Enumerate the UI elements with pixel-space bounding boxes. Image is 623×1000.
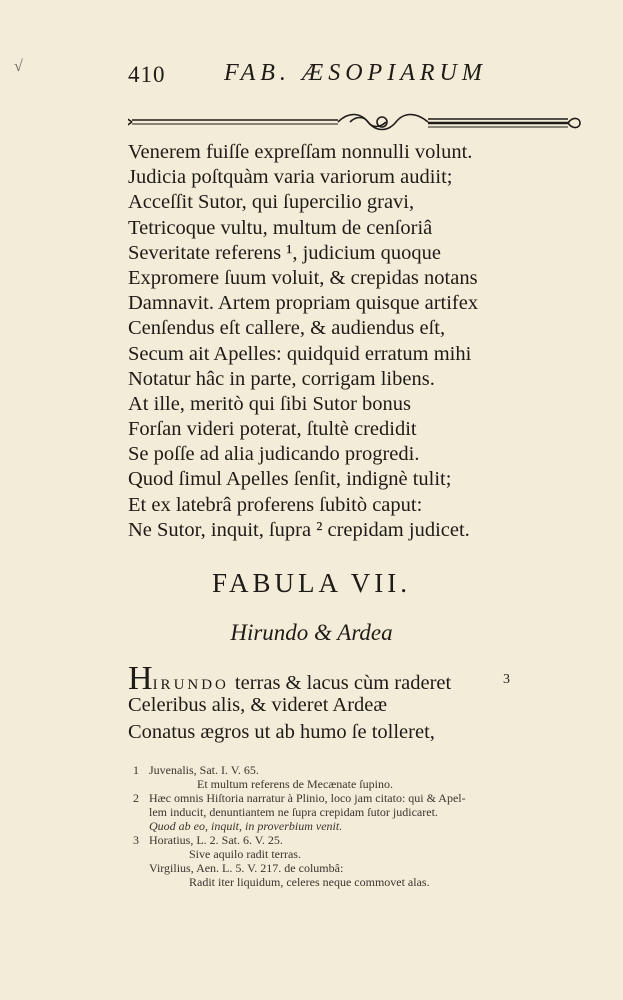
footnote-number: 3 [133, 833, 139, 847]
verse-line: Acceſſit Sutor, qui ſupercilio gravi, [128, 191, 415, 214]
margin-mark: √ [14, 58, 23, 75]
verse-line: At ille, meritò qui ſibi Sutor bonus [128, 392, 412, 415]
verse-line: Se poſſe ad alia judicando progredi. [128, 443, 420, 466]
fable-first-line [128, 660, 568, 697]
footnote-text: Et multum referens de Mecænate ſupino. [197, 777, 393, 791]
footnotes-block [133, 763, 603, 889]
verse-line: Conatus ægros ut ab humo ſe tolleret, [128, 721, 435, 743]
footnote-number: 2 [133, 791, 139, 805]
verse-line: Venerem fuiſſe expreſſam nonnulli volunt. [128, 141, 473, 163]
verse-line: Celeribus alis, & videret Ardeæ [128, 694, 388, 716]
page-number: 410 [128, 62, 166, 87]
footnote-line [133, 847, 603, 861]
verse-line: Expromere ſuum voluit, & crepidas notans [128, 266, 478, 289]
footnote-line [133, 763, 603, 777]
footnote-text: Hæc omnis Hiſtoria narratur à Plinio, loco jam citato: qui & Apel- [149, 791, 466, 805]
verse-line: Ne Sutor, inquit, ſupra ² crepidam judicet. [128, 518, 470, 541]
fable-title: FABULA VII. [211, 568, 411, 598]
footnote-line [133, 791, 603, 805]
footnote-line [133, 777, 603, 791]
verse-line: Et ex latebrâ proferens ſubitò caput: [128, 493, 423, 516]
footnote-text: Sive aquilo radit terras. [189, 847, 301, 861]
footnote-text: Horatius, L. 2. Sat. 6. V. 25. [149, 833, 283, 847]
footnote-text: Juvenalis, Sat. I. V. 65. [149, 763, 259, 777]
verse-line: Cenſendus eſt callere, & audiendus eſt, [128, 317, 446, 340]
running-title: FAB. ÆSOPIARUM [224, 60, 487, 86]
first-line-text: terras & lacus cùm raderet [234, 672, 452, 694]
footnote-text: Virgilius, Aen. L. 5. V. 217. de columbâ: [149, 861, 344, 875]
fable-verse-block [128, 660, 568, 746]
footnote-line [133, 833, 603, 847]
footnote-reference: 3 [503, 672, 510, 687]
footnote-line [133, 861, 603, 875]
verse-line: Judicia poſtquàm varia variorum audiit; [128, 166, 453, 189]
verse-line: Notatur hâc in parte, corrigam libens. [128, 367, 435, 390]
fable-subtitle: Hirundo & Ardea [230, 620, 393, 645]
verse-line: Damnavit. Artem propriam quisque artifex [128, 292, 479, 315]
verse-line: Quod ſimul Apelles ſenſit, indignè tulit; [128, 468, 452, 491]
drop-cap: H [128, 660, 153, 697]
footnote-text: Quod ab eo, inquit, in proverbium venit. [149, 819, 343, 833]
small-caps-word: IRUNDO [152, 677, 229, 693]
footnote-number: 1 [133, 763, 139, 777]
verse-line: Secum ait Apelles: quidquid erratum mihi [128, 342, 472, 365]
footnote-line [133, 875, 603, 889]
footnote-line [133, 805, 603, 819]
verse-line: Severitate referens ¹, judicium quoque [128, 241, 441, 264]
verse-line: Forſan videri poterat, ſtultè credidit [128, 418, 417, 441]
footnote-line [133, 819, 603, 833]
verse-block [128, 140, 568, 543]
footnote-text: Radit iter liquidum, celeres neque commovet alas. [189, 875, 430, 889]
page-header [128, 60, 558, 94]
decorative-rule-ornament [128, 108, 583, 136]
footnote-text: lem inducit, denuntiantem ne ſupra crepidam ſutor judicaret. [149, 805, 438, 819]
verse-line: Tetricoque vultu, multum de cenſoriâ [128, 216, 433, 239]
